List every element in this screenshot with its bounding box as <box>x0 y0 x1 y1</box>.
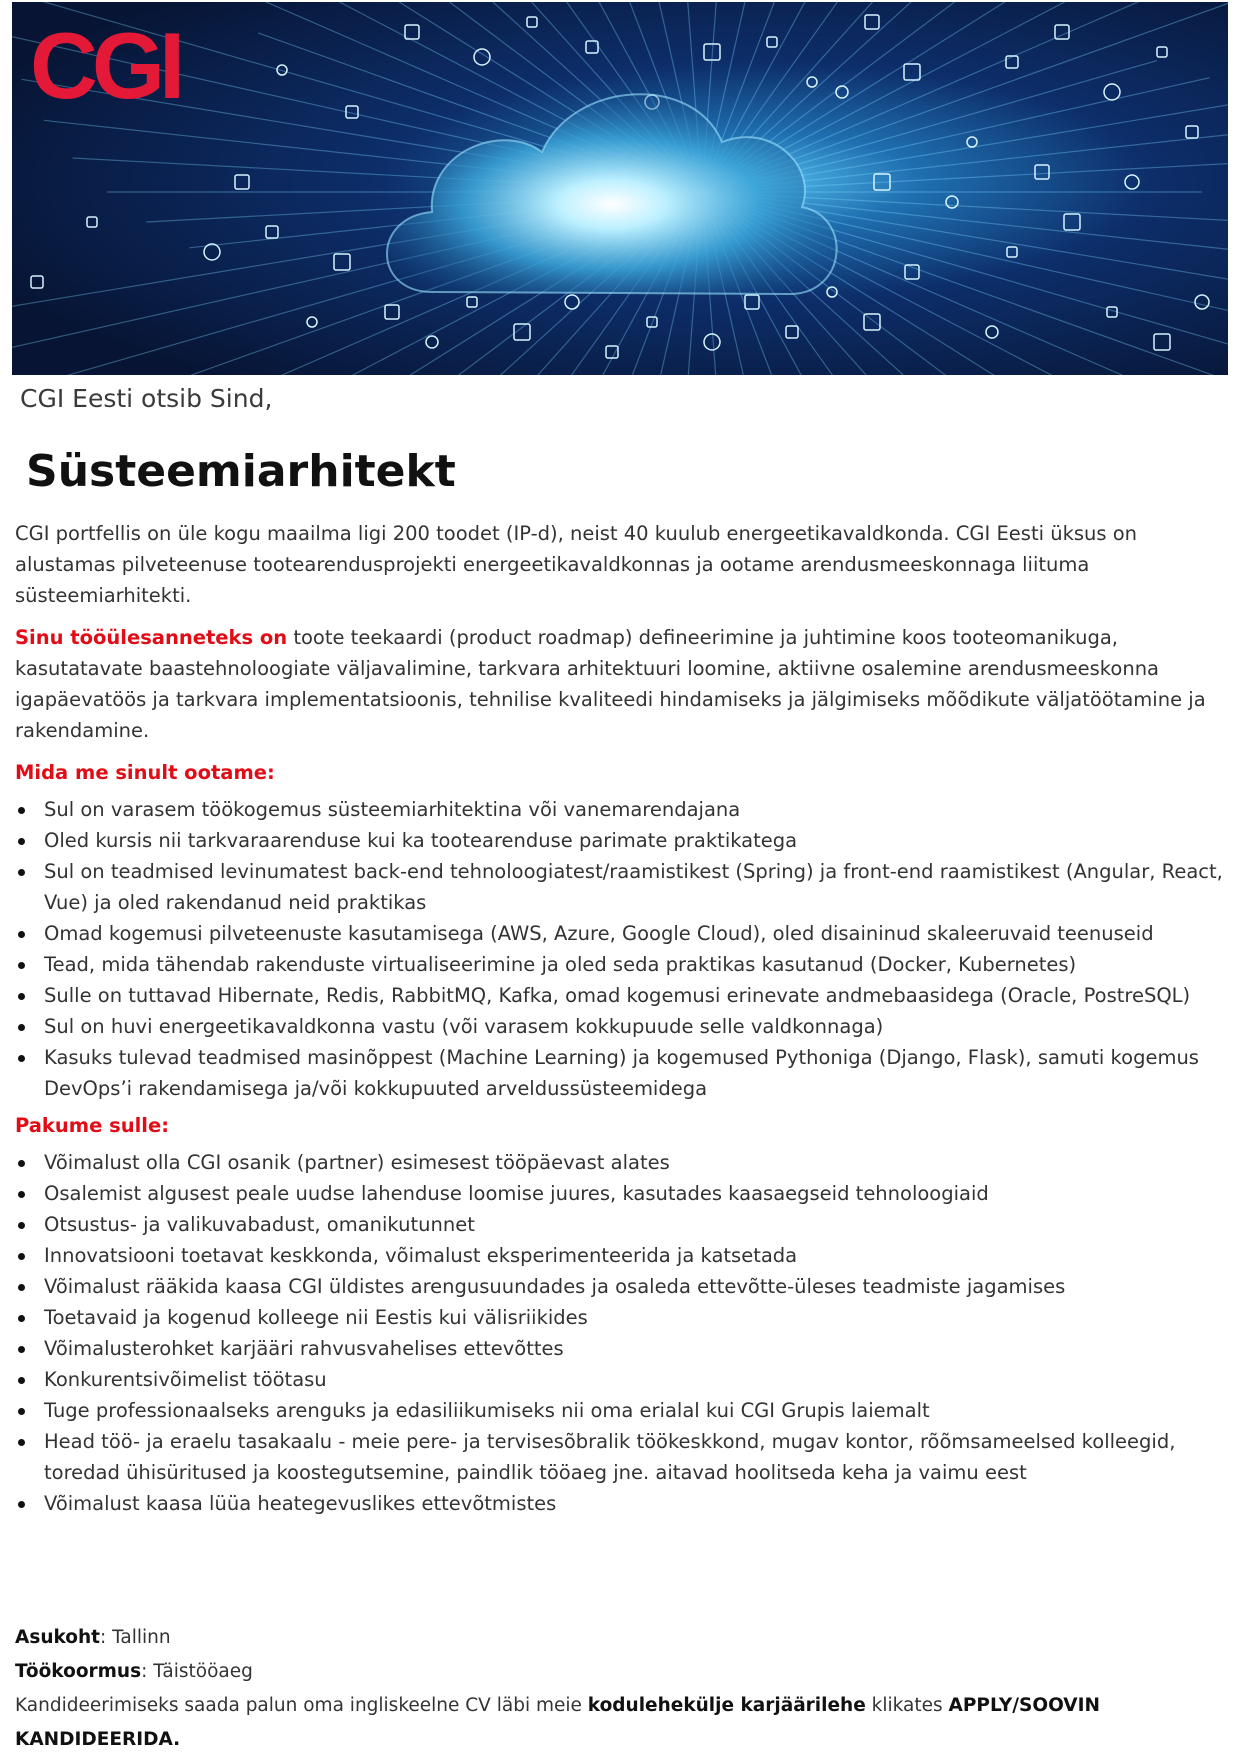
list-item: Oled kursis nii tarkvaraarenduse kui ka tootearenduse parimate praktikatega <box>15 825 1225 856</box>
tasks-text: toote teekaardi (product roadmap) defineerimine ja juhtimine koos tooteomanikuga, kasutatavate baastehnoloogiate väljavalimine, tarkvara arhitektuuri loomine, aktiivne osalemine arendusmeeskonna igapäevatöös ja tarkvara implementatsioonis, tehnilise kvaliteedi hindamiseks ja jälgimiseks mõõdikute väljatöötamine ja rakendamine. <box>15 626 1206 742</box>
requirements-heading: Mida me sinult ootame: <box>15 761 275 784</box>
workload-label: Töökoormus <box>15 1661 142 1682</box>
tasks-paragraph <box>15 622 1225 746</box>
list-item: Head töö- ja eraelu tasakaalu - meie pere- ja tervisesõbralik töökeskkond, mugav kontor, rõõmsameelsed kolleegid, toredad ühisüritused ja koostegutsemine, paindlik tööaeg jne. aitavad hoolitseda keha ja vaimu eest <box>15 1426 1225 1488</box>
list-item: Tead, mida tähendab rakenduste virtualiseerimine ja oled seda praktikas kasutanud (Docker, Kubernetes) <box>15 949 1225 980</box>
apply-line <box>15 1689 1230 1757</box>
career-page-link[interactable]: kodulehekülje karjäärilehe <box>587 1695 866 1716</box>
intro-text: CGI Eesti otsib Sind, <box>20 384 273 413</box>
list-item: Kasuks tulevad teadmised masinõppest (Machine Learning) ja kogemused Pythoniga (Django, Flask), samuti kogemus DevOps’i rakendamisega ja/või kokkupuuted arveldussüsteemidega <box>15 1042 1225 1104</box>
list-item: Sul on huvi energeetikavaldkonna vastu (või varasem kokkupuude selle valdkonnaga) <box>15 1011 1225 1042</box>
page-title: Süsteemiarhitekt <box>26 446 456 497</box>
location-line <box>15 1621 1230 1655</box>
apply-text-2: klikates <box>865 1695 949 1716</box>
list-item: Sul on varasem töökogemus süsteemiarhitektina või vanemarendajana <box>15 794 1225 825</box>
offer-heading: Pakume sulle: <box>15 1114 169 1137</box>
network-cloud-graphic <box>12 2 1228 375</box>
list-item: Toetavaid ja kogenud kolleege nii Eestis kui välisriikides <box>15 1302 1225 1333</box>
tasks-lead: Sinu tööülesanneteks on <box>15 626 288 649</box>
apply-button-text[interactable]: APPLY/SOOVIN KANDIDEERIDA. <box>15 1695 1100 1750</box>
list-item: Omad kogemusi pilveteenuste kasutamisega (AWS, Azure, Google Cloud), oled disaininud skaleeruvaid teenuseid <box>15 918 1225 949</box>
list-item: Otsustus- ja valikuvabadust, omanikutunnet <box>15 1209 1225 1240</box>
list-item: Võimalusterohket karjääri rahvusvahelises ettevõttes <box>15 1333 1225 1364</box>
list-item: Võimalust kaasa lüüa heategevuslikes ettevõtmistes <box>15 1488 1225 1519</box>
list-item: Võimalust olla CGI osanik (partner) esimesest tööpäevast alates <box>15 1147 1225 1178</box>
job-description <box>15 518 1225 1525</box>
list-item: Võimalust rääkida kaasa CGI üldistes arengusuundades ja osaleda ettevõtte-üleses teadmiste jagamises <box>15 1271 1225 1302</box>
location-value: : Tallinn <box>100 1627 171 1648</box>
offer-list <box>15 1147 1225 1519</box>
list-item: Osalemist algusest peale uudse lahenduse loomise juures, kasutades kaasaegseid tehnoloogiaid <box>15 1178 1225 1209</box>
workload-line <box>15 1655 1230 1689</box>
intro-paragraph: CGI portfellis on üle kogu maailma ligi 200 toodet (IP-d), neist 40 kuulub energeetikavaldkonda. CGI Eesti üksus on alustamas pilveteenuse tootearendusprojekti energeetikavaldkonnas ja ootame arendusmeeskonnaga liituma süsteemiarhitekti. <box>15 522 1138 607</box>
workload-value: : Täistööaeg <box>141 1661 253 1682</box>
apply-text: Kandideerimiseks saada palun oma ingliskeelne CV läbi meie <box>15 1695 588 1716</box>
list-item: Sul on teadmised levinumatest back-end tehnoloogiatest/raamistikest (Spring) ja front-end raamistikest (Angular, React, Vue) ja oled rakendanud neid praktikas <box>15 856 1225 918</box>
location-label: Asukoht <box>15 1627 101 1648</box>
list-item: Konkurentsivõimelist töötasu <box>15 1364 1225 1395</box>
list-item: Innovatsiooni toetavat keskkonda, võimalust eksperimenteerida ja katsetada <box>15 1240 1225 1271</box>
requirements-list <box>15 794 1225 1104</box>
list-item: Tuge professionaalseks arenguks ja edasiliikumiseks nii oma erialal kui CGI Grupis laiemalt <box>15 1395 1225 1426</box>
list-item: Sulle on tuttavad Hibernate, Redis, RabbitMQ, Kafka, omad kogemusi erinevate andmebaasidega (Oracle, PostreSQL) <box>15 980 1225 1011</box>
job-footer <box>15 1621 1230 1757</box>
cgi-logo: CGI <box>30 13 180 118</box>
header-banner <box>12 2 1228 375</box>
